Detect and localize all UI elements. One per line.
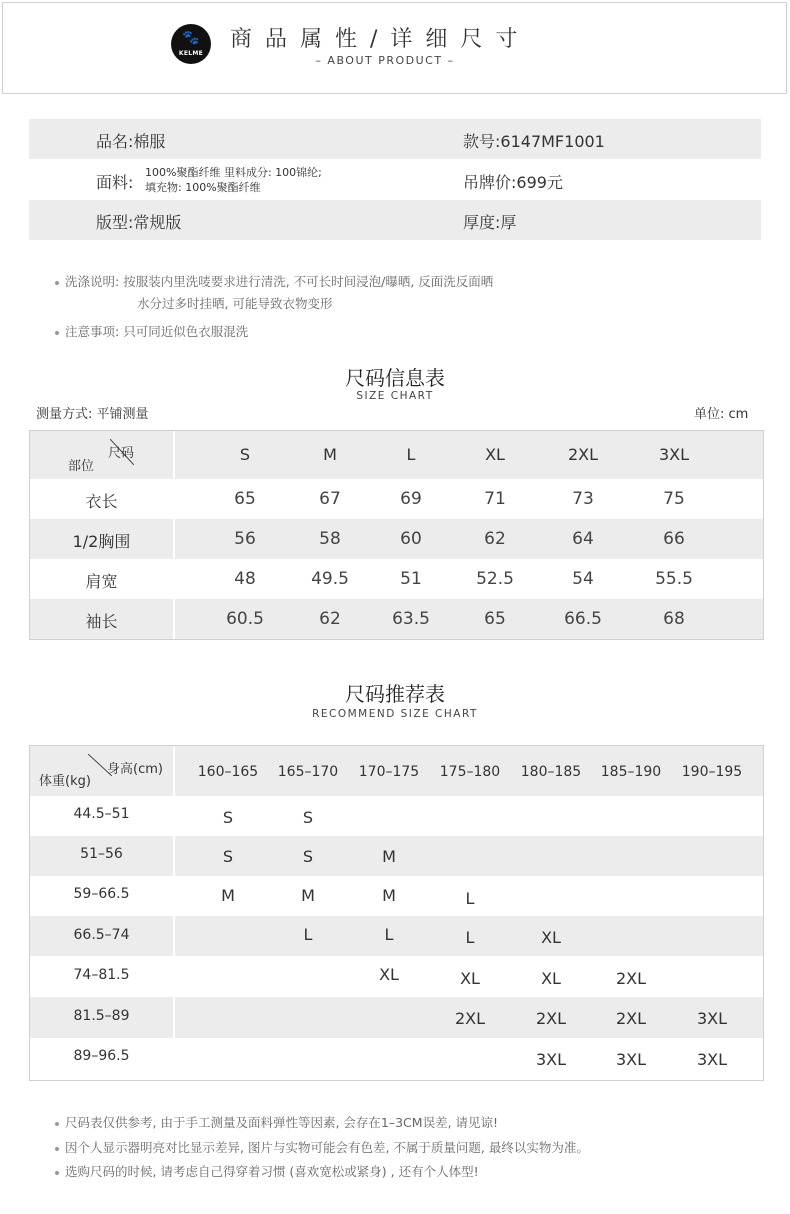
rec-cell: M <box>382 847 396 866</box>
row-label: 51–56 <box>80 846 123 862</box>
table-row <box>30 1038 763 1080</box>
size-col-header: 2XL <box>567 445 599 464</box>
style-label: 款号: <box>463 132 501 151</box>
size-cell: 65 <box>234 489 256 509</box>
caution-note <box>55 322 248 340</box>
size-chart-table <box>29 430 764 640</box>
info-row-name <box>29 119 761 159</box>
bullet-icon <box>55 1171 59 1175</box>
rec-cell: XL <box>379 965 399 984</box>
row-divider <box>173 519 175 559</box>
rec-cell: M <box>221 886 235 905</box>
row-label: 59–66.5 <box>73 886 130 902</box>
size-cell: 62 <box>319 609 341 629</box>
size-cell: 51 <box>400 569 422 589</box>
footer-note <box>55 1162 479 1180</box>
height-col-header: 190–195 <box>681 764 743 780</box>
price-value: 699元 <box>516 173 563 192</box>
rec-cell: XL <box>541 928 561 947</box>
size-cell: 48 <box>234 569 256 589</box>
wash-label: 洗涤说明: <box>65 274 120 289</box>
rec-cell: 2XL <box>615 969 647 988</box>
footer-note-text: 选购尺码的时候, 请考虑自己得穿着习惯 (喜欢宽松或紧身) , 还有个人体型! <box>65 1164 479 1179</box>
size-col-header: XL <box>485 445 505 464</box>
height-col-header: 185–190 <box>600 764 662 780</box>
corner-top: 尺码 <box>108 446 135 461</box>
rec-cell: XL <box>541 969 561 988</box>
corner-bottom: 部位 <box>68 459 95 474</box>
size-col-header: L <box>406 445 416 464</box>
rec-cell: 3XL <box>615 1050 647 1069</box>
bullet-icon <box>55 1147 59 1151</box>
page-subtitle: – ABOUT PRODUCT – <box>315 54 455 67</box>
name-value: 棉服 <box>133 132 166 151</box>
bullet-icon <box>55 331 59 335</box>
unit-label: 单位: cm <box>694 407 749 422</box>
rec-cell: S <box>302 808 314 827</box>
size-cell: 52.5 <box>476 569 514 589</box>
height-col-header: 160–165 <box>197 764 259 780</box>
row-label: 袖长 <box>85 612 118 631</box>
table-row <box>30 956 763 997</box>
size-cell: 54 <box>572 569 594 589</box>
size-col-header: 3XL <box>658 445 690 464</box>
price-label: 吊牌价: <box>463 173 517 192</box>
table-row <box>30 519 763 559</box>
corner-top: 身高(cm) <box>107 762 163 777</box>
rec-cell: S <box>222 808 234 827</box>
rec-cell: 3XL <box>696 1009 728 1028</box>
row-label: 衣长 <box>85 492 118 511</box>
size-chart-title: 尺码信息表 <box>345 366 445 390</box>
size-cell: 60 <box>400 529 422 549</box>
corner-bottom: 体重(kg) <box>39 774 91 789</box>
header-divider <box>173 431 175 479</box>
size-header-row <box>30 431 763 479</box>
size-cell: 63.5 <box>392 609 430 629</box>
brand-logo <box>171 24 211 64</box>
row-label: 89–96.5 <box>73 1048 130 1064</box>
height-col-header: 180–185 <box>520 764 582 780</box>
recommend-chart-title: 尺码推荐表 <box>345 682 445 706</box>
footer-note-text: 尺码表仅供参考, 由于手工测量及面料弹性等因素, 会存在1–3CM误差, 请见谅! <box>65 1115 499 1130</box>
size-chart-subtitle: SIZE CHART <box>356 390 434 402</box>
thickness-value: 厚 <box>500 213 517 232</box>
row-divider <box>173 916 175 956</box>
rec-cell: 2XL <box>454 1009 486 1028</box>
size-cell: 66.5 <box>564 609 602 629</box>
row-label: 1/2胸围 <box>72 532 131 551</box>
size-col-header: M <box>323 445 337 464</box>
table-row <box>30 559 763 599</box>
height-col-header: 175–180 <box>439 764 501 780</box>
rec-cell: L <box>465 928 475 947</box>
table-row <box>30 479 763 519</box>
size-cell: 68 <box>663 609 685 629</box>
row-label: 81.5–89 <box>73 1008 130 1024</box>
size-cell: 69 <box>400 489 422 509</box>
row-label: 肩宽 <box>85 572 118 591</box>
row-label: 44.5–51 <box>73 806 130 822</box>
size-cell: 49.5 <box>311 569 349 589</box>
rec-cell: 3XL <box>696 1050 728 1069</box>
caution-label: 注意事项: <box>65 324 120 339</box>
table-row <box>30 876 763 916</box>
brand-logo-text: KELME <box>178 50 204 57</box>
rec-cell: M <box>301 886 315 905</box>
table-row <box>30 836 763 876</box>
size-cell: 56 <box>234 529 256 549</box>
size-cell: 62 <box>484 529 506 549</box>
height-col-header: 170–175 <box>358 764 420 780</box>
table-row <box>30 796 763 836</box>
rec-cell: S <box>222 847 234 866</box>
rec-cell: L <box>384 925 394 944</box>
table-row <box>30 916 763 956</box>
wash-note <box>55 272 493 290</box>
recommend-chart-subtitle: RECOMMEND SIZE CHART <box>312 708 478 720</box>
thickness-label: 厚度: <box>463 213 501 232</box>
size-cell: 71 <box>484 489 506 509</box>
caution-text: 只可同近似色衣服混洗 <box>123 324 249 339</box>
size-cell: 75 <box>663 489 685 509</box>
height-header-row <box>30 746 763 796</box>
table-row <box>30 997 763 1038</box>
row-divider <box>173 997 175 1038</box>
rec-cell: XL <box>460 969 480 988</box>
rec-cell: 3XL <box>535 1050 567 1069</box>
row-label: 74–81.5 <box>73 967 130 983</box>
wash-line-1: 按服装内里洗唛要求进行清洗, 不可长时间浸泡/曝晒, 反面洗反面晒 <box>123 274 494 289</box>
style-value: 6147MF1001 <box>500 132 605 151</box>
size-cell: 66 <box>663 529 685 549</box>
wash-line-2: 水分过多时挂晒, 可能导致衣物变形 <box>137 296 333 311</box>
paw-icon: 🐾 <box>182 30 200 46</box>
rec-cell: L <box>303 925 313 944</box>
size-col-header: S <box>239 445 251 464</box>
footer-note <box>55 1113 498 1131</box>
fit-label: 版型: <box>96 213 134 232</box>
footer-note <box>55 1138 589 1156</box>
size-cell: 65 <box>484 609 506 629</box>
info-row-fit <box>29 200 761 240</box>
rec-cell: L <box>465 889 475 908</box>
row-divider <box>173 599 175 640</box>
info-row-fabric <box>29 159 761 199</box>
size-cell: 58 <box>319 529 341 549</box>
bullet-icon <box>55 281 59 285</box>
rec-cell: S <box>302 847 314 866</box>
row-divider <box>173 836 175 876</box>
footer-note-text: 因个人显示器明亮对比显示差异, 图片与实物可能会有色差, 不属于质量问题, 最终以实物为准。 <box>65 1140 589 1155</box>
fabric-line-2: 填充物: 100%聚酯纤维 <box>145 181 261 194</box>
rec-cell: 2XL <box>615 1009 647 1028</box>
fabric-label: 面料: <box>96 173 134 192</box>
page-title: 商品属性/详细尺寸 <box>230 27 531 52</box>
height-col-header: 165–170 <box>277 764 339 780</box>
name-label: 品名: <box>96 132 134 151</box>
measure-method: 测量方式: 平铺测量 <box>36 407 149 422</box>
fabric-line-1: 100%聚酯纤维 里料成分: 100锦纶; <box>145 166 322 179</box>
bullet-icon <box>55 1122 59 1126</box>
size-cell: 73 <box>572 489 594 509</box>
rec-cell: 2XL <box>535 1009 567 1028</box>
size-cell: 60.5 <box>226 609 264 629</box>
size-cell: 55.5 <box>655 569 693 589</box>
table-row <box>30 599 763 640</box>
header-divider <box>173 746 175 796</box>
fit-value: 常规版 <box>133 213 182 232</box>
size-cell: 64 <box>572 529 594 549</box>
recommend-chart-table <box>29 745 764 1081</box>
size-cell: 67 <box>319 489 341 509</box>
row-label: 66.5–74 <box>73 927 130 943</box>
rec-cell: M <box>382 886 396 905</box>
